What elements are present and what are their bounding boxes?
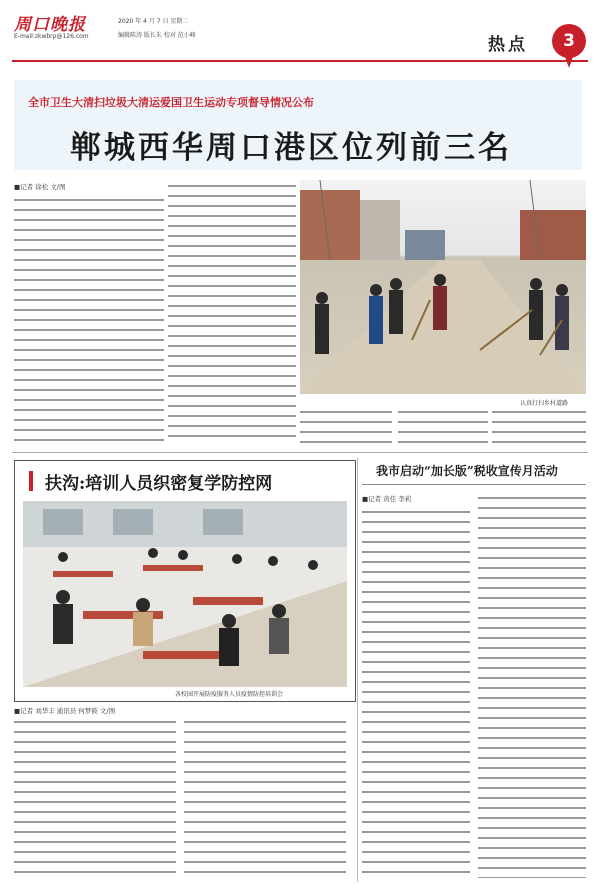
story2-photo-illustration	[23, 501, 347, 687]
header-email: E-mail:zkwbrp@126.com	[14, 33, 89, 40]
story2-bar	[29, 471, 33, 491]
story3-byline	[362, 494, 411, 503]
story1-headline: 郸城西华周口港区位列前三名	[70, 130, 512, 166]
story2-byline-text: 记者 刘华丰 通讯员 何梦筱 文/图	[20, 707, 116, 715]
masthead-logo: 周口晚报	[14, 15, 86, 35]
story-divider	[12, 452, 588, 453]
story1-caption: 认真打扫乡村道路	[520, 400, 569, 407]
story2-text-col2	[184, 718, 346, 878]
story2-caption: 各校园开展防疫服务人员疫情防控培训会	[175, 691, 284, 698]
story2-box	[14, 460, 356, 702]
story2-headline-area	[15, 461, 355, 501]
story1-text-col3	[300, 408, 392, 444]
header-date: 2020 年 4 月 7 日 星期二	[118, 18, 189, 25]
story3-headline: 我市启动“加长版”税收宣传月活动	[376, 464, 558, 478]
page-number: 3	[563, 31, 575, 51]
byline-marker: ■	[14, 707, 21, 715]
page-number-badge	[552, 24, 586, 58]
story3-text-col1	[362, 508, 470, 878]
section-title: 热点	[488, 35, 528, 55]
story1-text-col2	[168, 182, 296, 444]
story2-byline	[14, 706, 115, 715]
story3-rule	[362, 484, 586, 485]
story1-byline-text: 记者 徐松 文/图	[20, 183, 66, 191]
story1-banner	[14, 80, 582, 170]
story1-kicker: 全市卫生大清扫垃圾大清运爱国卫生运动专项督导情况公布	[28, 96, 314, 109]
story1-byline	[14, 182, 65, 191]
story1-text-col4	[398, 408, 488, 444]
story3-text-col2	[478, 494, 586, 878]
byline-marker: ■	[14, 183, 21, 191]
header-staff: 编辑陈涛 版长朱 校对 范小峰	[118, 32, 196, 39]
story2-headline: 扶沟:培训人员织密复学防控网	[45, 474, 273, 494]
story1-photo	[300, 180, 586, 394]
header-rule	[12, 60, 588, 62]
masthead	[14, 10, 86, 35]
column-divider	[357, 458, 358, 882]
story2-photo	[23, 501, 347, 687]
story3-byline-text: 记者 黄佳 李莉	[368, 495, 412, 503]
story2-text-col1	[14, 718, 176, 878]
story1-text-col5	[492, 408, 586, 444]
story1-text-col1	[14, 196, 164, 444]
byline-marker: ■	[362, 495, 369, 503]
story1-photo-illustration	[300, 180, 586, 394]
